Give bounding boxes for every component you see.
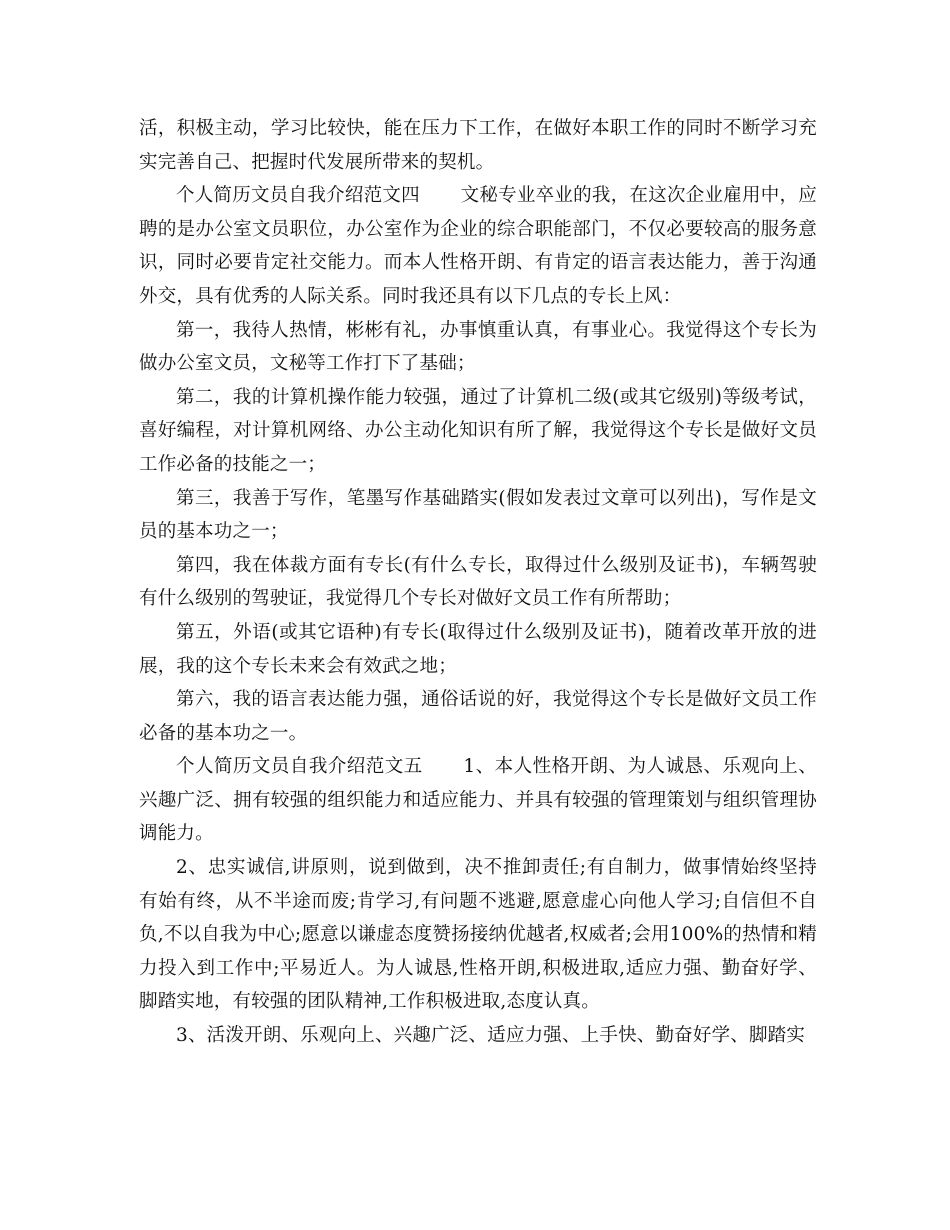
paragraph-text: 2、忠实诚信,讲原则，说到做到，决不推卸责任;有自制力，做事情始终坚持有始有终，从不半途而废;肯学习,有问题不逃避,愿意虚心向他人学习;自信但不自负,不以自我为中心;愿意以谦虚态度赞扬接纳优越者,权威者;会用100%的热情和精力投入到工作中;平易近人。为人诚恳,性格开朗,积极进取,适应力强、勤奋好学、脚踏实地，有较强的团队精神,工作积极进取,态度认真。 — [139, 857, 817, 1013]
paragraph-strength-four — [139, 549, 817, 616]
paragraph-text: 3、活泼开朗、乐观向上、兴趣广泛、适应力强、上手快、勤奋好学、脚踏实 — [176, 1025, 806, 1047]
paragraph-text: 1、本人性格开朗、为人诚恳、乐观向上、兴趣广泛、拥有较强的组织能力和适应能力、并具有较强的管理策划与组织管理协调能力。 — [139, 756, 817, 845]
paragraph-point-two — [139, 851, 817, 1019]
paragraph-strength-six — [139, 683, 817, 750]
paragraph-text: 第一，我待人热情，彬彬有礼，办事慎重认真，有事业心。我觉得这个专长为做办公室文员，文秘等工作打下了基础； — [139, 319, 817, 375]
document-body — [139, 112, 817, 1053]
paragraph-sample-five — [139, 750, 817, 851]
paragraph-strength-five — [139, 616, 817, 683]
paragraph-text: 第六，我的语言表达能力强，通俗话说的好，我觉得这个专长是做好文员工作必备的基本功之一。 — [139, 689, 817, 744]
paragraph-text: 文秘专业卒业的我，在这次企业雇用中，应聘的是办公室文员职位，办公室作为企业的综合职能部门，不仅必要较高的服务意识，同时必要肯定社交能力。而本人性格开朗、有肯定的语言表达能力，善于沟通外交，具有优秀的人际关系。同时我还具有以下几点的专长上风： — [139, 185, 817, 307]
paragraph-point-three — [139, 1019, 817, 1053]
paragraph-text: 第二，我的计算机操作能力较强，通过了计算机二级(或其它级别)等级考试，喜好编程，对计算机网络、办公主动化知识有所了解，我觉得这个专长是做好文员工作必备的技能之一； — [139, 386, 817, 475]
paragraph-strength-two — [139, 381, 817, 482]
paragraph-text: 第五，外语(或其它语种)有专长(取得过什么级别及证书)，随着改革开放的进展，我的这个专长未来会有效武之地； — [139, 621, 817, 677]
paragraph-text: 活，积极主动，学习比较快，能在压力下工作，在做好本职工作的同时不断学习充实完善自己、把握时代发展所带来的契机。 — [139, 118, 817, 173]
paragraph-intro-continuation — [139, 112, 817, 179]
paragraph-text: 第四，我在体裁方面有专长(有什么专长，取得过什么级别及证书)，车辆驾驶有什么级别的驾驶证，我觉得几个专长对做好文员工作有所帮助； — [139, 554, 817, 610]
paragraph-sample-four — [139, 179, 817, 313]
paragraph-text: 第三，我善于写作，笔墨写作基础踏实(假如发表过文章可以列出)，写作是文员的基本功之一； — [139, 487, 817, 543]
paragraph-strength-three — [139, 482, 817, 549]
paragraph-strength-one — [139, 314, 817, 381]
section-title: 个人简历文员自我介绍范文四 — [176, 185, 420, 207]
section-title: 个人简历文员自我介绍范文五 — [176, 756, 423, 778]
